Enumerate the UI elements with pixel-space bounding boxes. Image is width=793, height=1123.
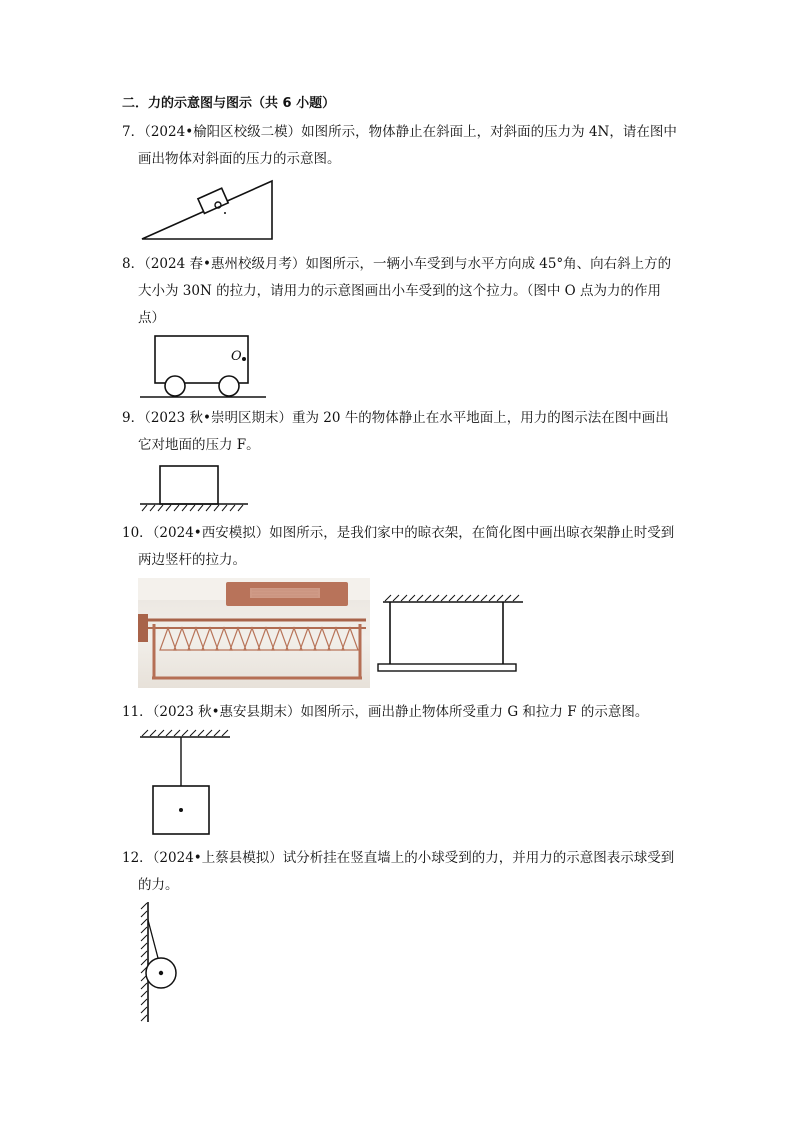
rack-simplified-diagram <box>375 592 527 674</box>
question-9-line-2: 它对地面的压力 F。 <box>138 437 260 453</box>
question-8-line-3: 点） <box>138 310 165 326</box>
block-on-ground-diagram <box>138 464 253 514</box>
question-11-line-1: 11．（2023 秋•惠安县期末）如图所示，画出静止物体所受重力 G 和拉力 F 的示意图。 <box>122 704 649 720</box>
clothes-rack-photo <box>138 578 370 688</box>
cart-diagram <box>138 334 268 400</box>
question-10-line-2: 两边竖杆的拉力。 <box>138 552 246 568</box>
hanging-block-diagram <box>138 728 234 838</box>
wall-ball-diagram <box>136 900 186 1026</box>
question-12-line-2: 的力。 <box>138 877 179 893</box>
question-8-line-1: 8．（2024 春•惠州校级月考）如图所示，一辆小车受到与水平方向成 45°角、向右斜上方的 <box>122 256 672 272</box>
question-7-line-2: 画出物体对斜面的压力的示意图。 <box>138 151 341 167</box>
question-10-line-1: 10．（2024•西安模拟）如图所示，是我们家中的晾衣架，在简化图中画出晾衣架静止时受到 <box>122 525 675 541</box>
incline-diagram <box>138 178 278 244</box>
question-7-line-1: 7．（2024•榆阳区校级二模）如图所示，物体静止在斜面上，对斜面的压力为 4N，请在图中 <box>122 124 677 140</box>
point-o-label: O <box>231 349 242 364</box>
section-title: 二．力的示意图与图示（共 6 小题） <box>122 96 336 111</box>
question-8-line-2: 大小为 30N 的拉力，请用力的示意图画出小车受到的这个拉力。（图中 O 点为力的作用 <box>138 283 661 299</box>
question-12-line-1: 12．（2024•上蔡县模拟）试分析挂在竖直墙上的小球受到的力，并用力的示意图表示球受到 <box>122 850 675 866</box>
question-9-line-1: 9．（2023 秋•崇明区期末）重为 20 牛的物体静止在水平地面上，用力的图示法在图中画出 <box>122 410 669 426</box>
